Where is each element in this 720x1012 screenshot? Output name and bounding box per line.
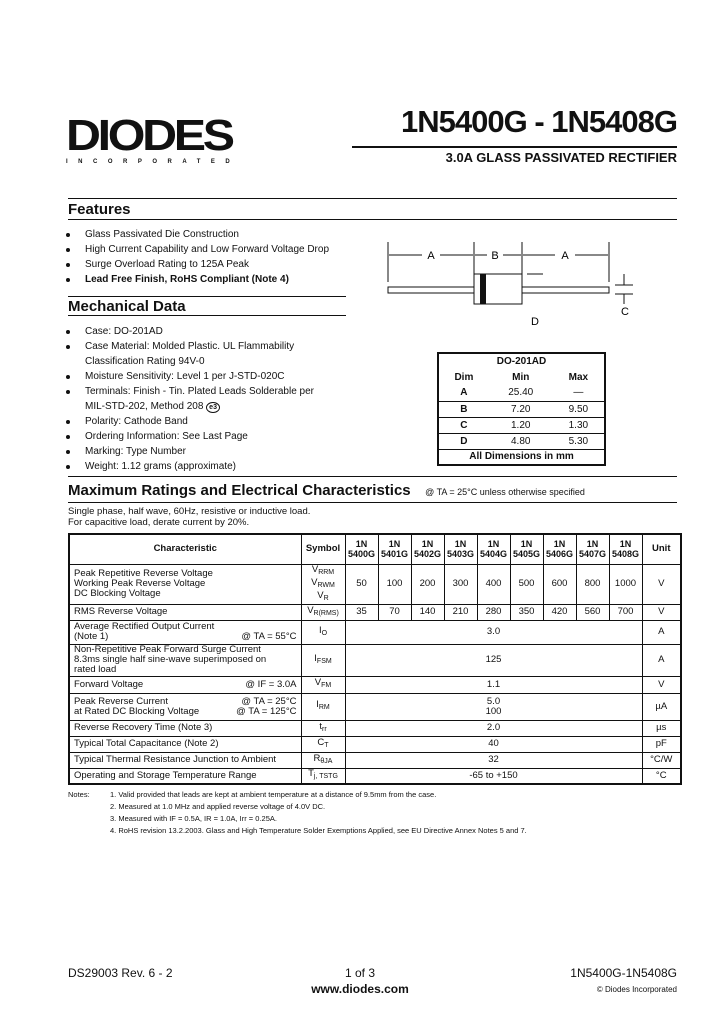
value-cell: 400 <box>477 564 510 604</box>
symbol-cell <box>301 768 345 784</box>
symbol-main: V <box>311 563 319 575</box>
table-row <box>69 736 681 752</box>
symbol <box>304 769 343 782</box>
symbol <box>304 700 343 713</box>
symbol-cell <box>301 564 345 604</box>
dim-table-title: DO-201AD <box>496 356 547 367</box>
symbol-cell <box>301 693 345 720</box>
symbol-sub: R <box>323 594 329 602</box>
cell: 9.50 <box>553 401 605 417</box>
unit-cell: µs <box>642 720 681 736</box>
value-cell: 32 <box>345 752 642 768</box>
col-header-part: 1N 5404G <box>477 534 510 564</box>
col-header-unit: Unit <box>642 534 681 564</box>
symbol-main: V <box>307 604 314 616</box>
symbol-cell <box>301 752 345 768</box>
characteristic-text <box>74 680 299 690</box>
dim-label-d: D <box>531 316 539 328</box>
value-cell: 300 <box>444 564 477 604</box>
characteristic-line: Typical Total Capacitance (Note 2) <box>74 738 219 749</box>
value-cell: 600 <box>543 564 576 604</box>
col-header-part: 1N 5406G <box>543 534 576 564</box>
characteristic-line: DC Blocking Voltage <box>74 588 161 599</box>
table-row <box>69 644 681 676</box>
cell: 7.20 <box>489 401 553 417</box>
symbol <box>304 722 343 735</box>
characteristic-cell <box>69 644 301 676</box>
symbol-sub: FM <box>321 682 332 689</box>
value-cell: 500 <box>510 564 543 604</box>
symbol-cell <box>301 676 345 693</box>
table-row <box>69 752 681 768</box>
divider <box>68 296 346 297</box>
characteristic-text <box>74 723 299 733</box>
symbol <box>304 565 343 578</box>
value-line: 100 <box>485 705 502 717</box>
table-row <box>69 676 681 693</box>
symbol-main: V <box>317 589 324 601</box>
col-header: Min <box>512 371 530 383</box>
load-note: Single phase, half wave, 60Hz, resistive or inductive load. <box>68 506 311 517</box>
value-cell: 2.0 <box>345 720 642 736</box>
characteristic-text <box>74 665 299 675</box>
notes <box>68 789 680 837</box>
unit-cell: pF <box>642 736 681 752</box>
col-header-part: 1N 5407G <box>576 534 609 564</box>
list-item: Lead Free Finish, RoHS Compliant (Note 4) <box>64 272 354 287</box>
value-cell: 1.1 <box>345 676 642 693</box>
symbol-sub: R(RMS) <box>313 609 339 617</box>
dimension-table <box>437 352 606 466</box>
symbol-main: I <box>318 624 322 636</box>
cell: A <box>460 387 468 399</box>
dim-table-footer: All Dimensions in mm <box>438 449 605 465</box>
unit-cell: °C <box>642 768 681 784</box>
divider <box>68 219 677 220</box>
list-item: Surge Overload Rating to 125A Peak <box>64 257 354 272</box>
logo-word: DIODES <box>66 111 232 160</box>
condition: @ TA = 25°C <box>241 695 297 707</box>
list-item: Polarity: Cathode Band <box>64 414 324 429</box>
value-cell: 560 <box>576 604 609 620</box>
unit-cell: V <box>642 604 681 620</box>
col-header: Max <box>568 371 589 383</box>
ratings-condition: @ TA = 25°C unless otherwise specified <box>425 487 585 497</box>
characteristic-line: Operating and Storage Temperature Range <box>74 769 257 781</box>
characteristic-cell <box>69 564 301 604</box>
characteristic-line: Peak Repetitive Reverse Voltage <box>74 568 213 579</box>
symbol-cell <box>301 720 345 736</box>
col-header-part: 1N 5403G <box>444 534 477 564</box>
symbol-sub: θJA <box>320 757 333 765</box>
notes-label: Notes: <box>68 790 90 799</box>
characteristic-line: Peak Reverse Current <box>74 695 168 707</box>
list-item: Glass Passivated Die Construction <box>64 227 354 242</box>
characteristic-line: Average Rectified Output Current <box>74 621 215 632</box>
ratings-heading: Maximum Ratings and Electrical Characteristics <box>68 482 411 499</box>
symbol-cell <box>301 604 345 620</box>
value-cell: 40 <box>345 736 642 752</box>
unit-cell: °C/W <box>642 752 681 768</box>
dim-label-a: A <box>427 250 435 262</box>
value-cell: 350 <box>510 604 543 620</box>
divider <box>68 476 677 477</box>
symbol-main: I <box>316 699 319 710</box>
value-cell: 3.0 <box>345 620 642 644</box>
load-note: For capacitive load, derate current by 20%. <box>68 517 250 528</box>
characteristic-text <box>74 607 299 617</box>
page-title: 1N5400G - 1N5408G <box>401 104 677 139</box>
list-item: Moisture Sensitivity: Level 1 per J-STD-020C <box>64 369 324 384</box>
ratings-section <box>68 533 680 837</box>
characteristic-cell <box>69 693 301 720</box>
characteristic-cell <box>69 752 301 768</box>
symbol <box>304 654 343 667</box>
condition: @ IF = 3.0A <box>245 678 297 690</box>
characteristic-cell <box>69 620 301 644</box>
col-header-characteristic: Characteristic <box>69 534 301 564</box>
symbol-cell <box>301 736 345 752</box>
table-row <box>69 604 681 620</box>
symbol-main: C <box>317 736 325 748</box>
note-item: 2. Measured at 1.0 MHz and applied reverse voltage of 4.0V DC. <box>110 802 326 811</box>
cell: 5.30 <box>553 433 605 449</box>
symbol-sub: j, TSTG <box>313 773 338 781</box>
dim-label-c: C <box>621 306 629 318</box>
symbol-sub: FSM <box>316 657 332 665</box>
value-cell: -65 to +150 <box>345 768 642 784</box>
note-item: 1. Valid provided that leads are kept at ambient temperature at a distance of 9.5mm from the case. <box>110 790 437 799</box>
cathode-band <box>480 274 486 304</box>
value-cell: 125 <box>345 644 642 676</box>
page-subtitle: 3.0A GLASS PASSIVATED RECTIFIER <box>445 150 677 165</box>
doc-number: DS29003 Rev. 6 - 2 <box>68 966 173 980</box>
characteristic-line: Typical Thermal Resistance Junction to Ambient <box>74 754 277 765</box>
characteristic-line: rated load <box>74 664 117 675</box>
value-cell <box>345 693 642 720</box>
table-row <box>69 564 681 604</box>
cell: — <box>573 387 584 399</box>
symbol-cell <box>301 644 345 676</box>
symbol-main: t <box>319 720 322 732</box>
characteristic-line: Non-Repetitive Peak Forward Surge Current <box>74 644 261 655</box>
value-cell: 100 <box>378 564 411 604</box>
list-item: Weight: 1.12 grams (approximate) <box>64 459 324 474</box>
characteristic-line: Working Peak Reverse Voltage <box>74 578 206 589</box>
note-item: 3. Measured with IF = 0.5A, IR = 1.0A, Irr = 0.25A. <box>110 814 277 823</box>
value-cell: 70 <box>378 604 411 620</box>
divider <box>68 315 346 316</box>
characteristic-line: (Note 1) <box>74 631 109 642</box>
symbol-main: V <box>314 677 322 688</box>
symbol-sub: RWM <box>317 581 335 589</box>
cell: 4.80 <box>489 433 553 449</box>
table-row <box>69 620 681 644</box>
divider <box>352 146 677 148</box>
value-cell: 700 <box>609 604 642 620</box>
cell: B <box>438 401 489 417</box>
package-outline-diagram <box>370 230 650 340</box>
condition: @ TA = 125°C <box>236 705 297 717</box>
cell: C <box>438 417 489 433</box>
symbol-main: R <box>313 752 321 764</box>
col-header-part: 1N 5402G <box>411 534 444 564</box>
symbol-sub: RRM <box>318 568 335 576</box>
col-header: Dim <box>454 371 474 383</box>
note-item: 4. RoHS revision 13.2.2003. Glass and High Temperature Solder Exemptions Applied, see EU Directive Annex Notes 5 and 7. <box>110 826 527 835</box>
characteristic-text <box>74 771 299 781</box>
dim-label-b: B <box>491 250 499 262</box>
website-link[interactable]: www.diodes.com <box>311 982 409 996</box>
col-header-part: 1N 5400G <box>345 534 378 564</box>
cell: 25.40 <box>508 387 534 399</box>
symbol <box>304 678 343 691</box>
symbol <box>304 738 343 751</box>
diodes-logo <box>66 111 241 165</box>
list-item-text: Terminals: Finish - Tin. Plated Leads Solderable per MIL-STD-202, Method 208 <box>85 386 315 412</box>
characteristic-cell <box>69 720 301 736</box>
characteristic-line: 8.3ms single half sine-wave superimposed on <box>74 654 267 665</box>
value-cell: 280 <box>477 604 510 620</box>
value-cell: 140 <box>411 604 444 620</box>
symbol-main: I <box>314 652 317 664</box>
characteristic-text <box>74 707 299 717</box>
cell: 1.30 <box>553 417 605 433</box>
characteristic-cell <box>69 604 301 620</box>
symbol-main: V <box>311 576 318 588</box>
table-header-row <box>69 534 681 564</box>
cell: 1.20 <box>489 417 553 433</box>
mechanical-list <box>64 324 324 474</box>
col-header-part: 1N 5408G <box>609 534 642 564</box>
unit-cell: V <box>642 564 681 604</box>
footer-part: 1N5400G-1N5408G <box>570 966 677 980</box>
col-header-part: 1N 5401G <box>378 534 411 564</box>
table-row <box>69 693 681 720</box>
symbol-sub: O <box>321 629 328 637</box>
characteristic-cell <box>69 676 301 693</box>
symbol-sub: rr <box>321 725 327 733</box>
unit-cell: µA <box>642 693 681 720</box>
symbol <box>304 606 343 619</box>
list-item: Ordering Information: See Last Page <box>64 429 324 444</box>
symbol-main: T <box>308 768 314 780</box>
list-item: Case Material: Molded Plastic. UL Flammability Classification Rating 94V-0 <box>64 339 324 369</box>
divider <box>68 502 677 503</box>
col-header-symbol: Symbol <box>301 534 345 564</box>
characteristic-text <box>74 589 299 599</box>
unit-cell: A <box>642 644 681 676</box>
features-list <box>64 227 354 287</box>
logo-sub: INCORPORATED <box>66 159 241 165</box>
copyright: © Diodes Incorporated <box>596 985 677 994</box>
divider <box>68 198 677 199</box>
cell: D <box>438 433 489 449</box>
characteristic-text <box>74 755 299 765</box>
list-item: Marking: Type Number <box>64 444 324 459</box>
symbol-cell <box>301 620 345 644</box>
page-number: 1 of 3 <box>344 966 376 980</box>
list-item: High Current Capability and Low Forward Voltage Drop <box>64 242 354 257</box>
symbol <box>304 626 343 639</box>
value-cell: 800 <box>576 564 609 604</box>
dim-label-a: A <box>561 250 569 262</box>
table-row <box>69 768 681 784</box>
characteristic-cell <box>69 736 301 752</box>
unit-cell: V <box>642 676 681 693</box>
value-cell: 420 <box>543 604 576 620</box>
symbol-sub: RM <box>318 704 330 711</box>
features-heading: Features <box>68 201 131 218</box>
col-header-part: 1N 5405G <box>510 534 543 564</box>
value-cell: 200 <box>411 564 444 604</box>
characteristic-line: RMS Reverse Voltage <box>74 606 168 617</box>
unit-cell: A <box>642 620 681 644</box>
symbol <box>304 754 343 767</box>
table-row <box>69 720 681 736</box>
characteristic-line: Reverse Recovery Time (Note 3) <box>74 722 213 733</box>
list-item: Case: DO-201AD <box>64 324 324 339</box>
value-cell: 1000 <box>609 564 642 604</box>
characteristic-line: Forward Voltage <box>74 678 144 690</box>
characteristic-text <box>74 632 299 642</box>
value-cell: 210 <box>444 604 477 620</box>
list-item <box>64 384 324 414</box>
characteristic-text <box>74 739 299 749</box>
e3-lead-free-icon: e3 <box>206 402 220 413</box>
characteristic-line: at Rated DC Blocking Voltage <box>74 705 200 717</box>
symbol <box>304 591 343 604</box>
value-cell: 50 <box>345 564 378 604</box>
symbol-sub: T <box>324 741 329 749</box>
load-notes <box>68 506 310 528</box>
condition: @ TA = 55°C <box>241 631 297 642</box>
ratings-heading-row <box>68 482 677 500</box>
value-cell: 35 <box>345 604 378 620</box>
ratings-table <box>68 533 682 785</box>
mechanical-heading: Mechanical Data <box>68 298 186 315</box>
value-line: 5.0 <box>486 695 501 707</box>
characteristic-cell <box>69 768 301 784</box>
